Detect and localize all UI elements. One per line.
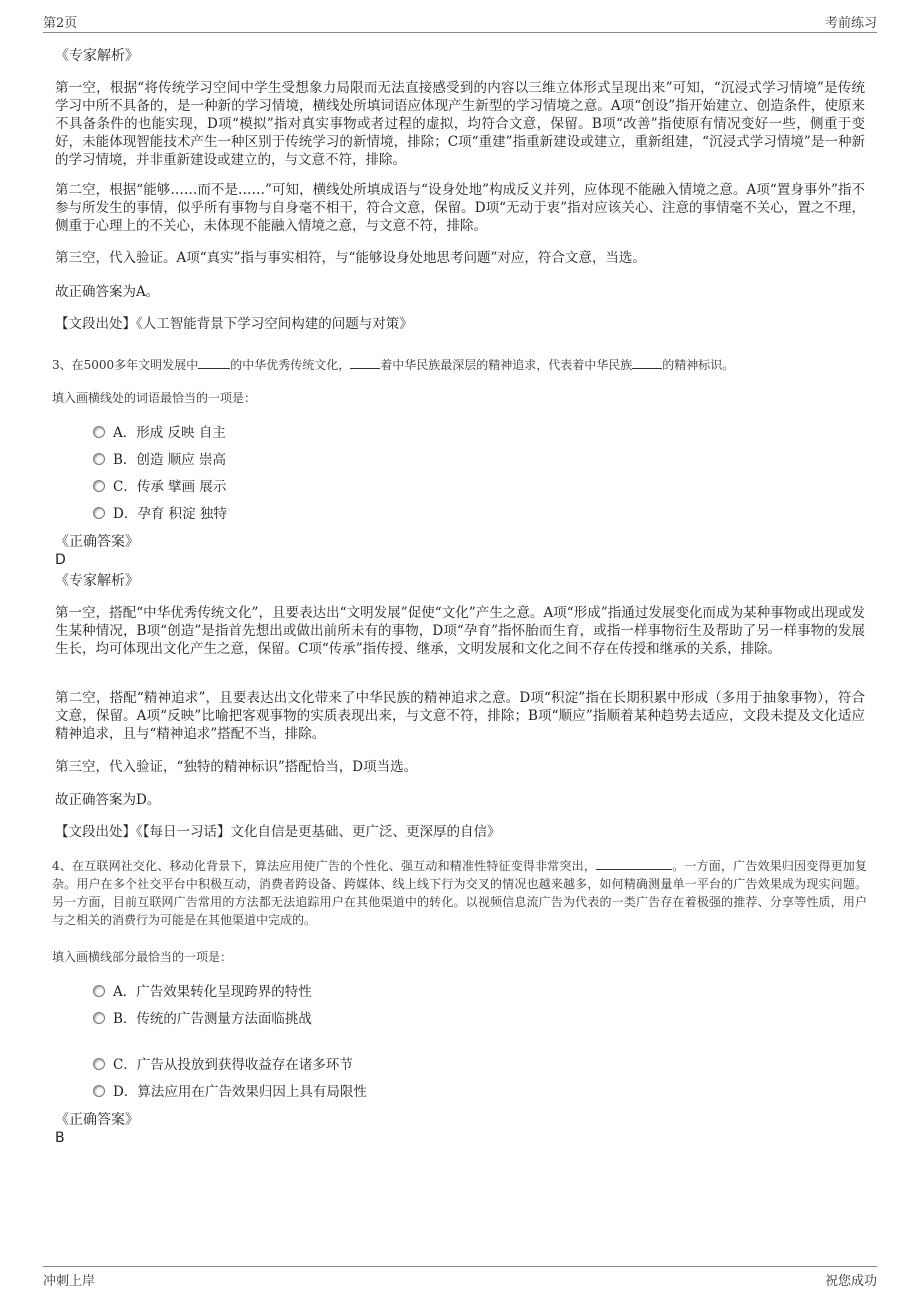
radio-icon[interactable] [93, 453, 105, 465]
radio-icon[interactable] [93, 480, 105, 492]
radio-icon[interactable] [93, 985, 105, 997]
page-number: 第2页 [43, 16, 78, 31]
q3-option-a-label: A．形成 反映 自主 [113, 425, 226, 441]
q2-analysis-p2: 第二空，根据“能够……而不是……”可知，横线处所填成语与“设身处地”构成反义并列，应体现不能融入情境之意。A项“置身事外”指不参与所发生的事情，似乎所有事物与自身毫不相干，符合文意，保留。D项“无动于衷”指对应该关心、注意的事情毫不关心，置之不理，侧重于心理上的不关心，未体现不能融入情境之意，与文意不符，排除。 [55, 182, 865, 234]
q3-source: 【文段出处】《【每日一习话】文化自信是更基础、更广泛、更深厚的自信》 [55, 824, 501, 840]
q3-analysis-label: 《专家解析》 [55, 573, 139, 589]
q2-source: 【文段出处】《人工智能背景下学习空间构建的问题与对策》 [55, 316, 413, 332]
q3-stem-part3: 着中华民族最深层的精神追求，代表着中华民族 [380, 358, 633, 372]
q4-option-d[interactable] [93, 1083, 367, 1101]
q3-option-b[interactable] [93, 451, 226, 469]
q4-option-b-label: B．传统的广告测量方法面临挑战 [113, 1011, 312, 1027]
q3-prompt: 填入画横线处的词语最恰当的一项是： [52, 391, 257, 405]
q3-option-a[interactable] [93, 424, 226, 442]
q3-blank-3 [632, 368, 662, 369]
q4-option-a[interactable] [93, 983, 312, 1001]
q4-prompt: 填入画横线部分最恰当的一项是： [52, 950, 233, 964]
q3-answer-label: 《正确答案》 [55, 534, 139, 550]
footer-right-text: 祝您成功 [824, 1274, 877, 1289]
radio-icon[interactable] [93, 1058, 105, 1070]
q4-option-c-label: C．广告从投放到获得收益存在诸多环节 [113, 1057, 353, 1073]
q3-stem [52, 356, 867, 374]
q2-analysis-p3: 第三空，代入验证。A项“真实”指与事实相符，与“能够设身处地思考问题”对应，符合文意，当选。 [55, 250, 646, 266]
q4-option-c[interactable] [93, 1056, 353, 1074]
q4-stem-part2: 。一方面，广告效果归因变得更加复杂。用户在多个社交平台中积极互动，消费者跨设备、跨媒体、线上线下行为交叉的情况也越来越多，如何精确测量单一平台的广告效果成为现实问题。另一方面，目前互联网广告常用的方法都无法追踪用户在其他渠道中的转化。以视频信息流广告为代表的一类广告存在着极强的推荐、分享等性质，用户与之相关的消费行为可能是在其他渠道中完成的。 [52, 859, 867, 927]
q4-option-a-label: A．广告效果转化呈现跨界的特性 [113, 984, 312, 1000]
radio-icon[interactable] [93, 426, 105, 438]
q3-option-d[interactable] [93, 505, 227, 523]
q3-blank-2 [350, 368, 380, 369]
radio-icon[interactable] [93, 507, 105, 519]
q2-analysis-p4: 故正确答案为A。 [55, 284, 160, 300]
footer-left-text: 冲刺上岸 [43, 1274, 96, 1289]
q3-stem-part1: 3、在5000多年文明发展中 [52, 358, 199, 372]
q3-option-d-label: D．孕育 积淀 独特 [113, 506, 227, 522]
q3-blank-1 [198, 368, 230, 369]
q4-stem-part1: 4、在互联网社交化、移动化背景下，算法应用使广告的个性化、强互动和精准性特征变得非常突出， [52, 859, 597, 873]
q3-answer: D [55, 552, 66, 568]
q4-blank [596, 869, 672, 870]
q3-stem-part2: 的中华优秀传统文化， [230, 358, 351, 372]
q4-answer-label: 《正确答案》 [55, 1112, 139, 1128]
q3-option-b-label: B．创造 顺应 崇高 [113, 452, 227, 468]
q4-option-d-label: D．算法应用在广告效果归因上具有局限性 [113, 1084, 367, 1100]
q3-option-c-label: C．传承 擘画 展示 [113, 479, 227, 495]
q3-analysis-p2: 第二空，搭配“精神追求”，且要表达出文化带来了中华民族的精神追求之意。D项“积淀”指在长期积累中形成（多用于抽象事物），符合文意，保留。A项“反映”比喻把客观事物的实质表现出来，与文意不符，排除；B项“顺应”指顺着某种趋势去适应，文段未提及文化适应精神追求，且与“精神追求”搭配不当，排除。 [55, 690, 865, 742]
q2-analysis-label: 《专家解析》 [55, 48, 139, 64]
q3-analysis-p4: 故正确答案为D。 [55, 792, 161, 808]
header-title: 考前练习 [824, 16, 877, 31]
q3-stem-part4: 的精神标识。 [662, 358, 735, 372]
q3-analysis-p3: 第三空，代入验证，“独特的精神标识”搭配恰当，D项当选。 [55, 759, 418, 775]
q3-analysis-p1: 第一空，搭配“中华优秀传统文化”，且要表达出“文明发展”促使“文化”产生之意。A项“形成”指通过发展变化而成为某种事物或出现或发生某种情况，B项“创造”是指首先想出或做出前所未有的事物，D项“孕育”指怀胎而生育，或指一样事物衍生及帮助了另一样事物的发展生长，均可体现出文化产生之意，保留。C项“传承”指传授、继承，文明发展和文化之间不存在传授和继承的关系，排除。 [55, 605, 865, 657]
radio-icon[interactable] [93, 1012, 105, 1024]
radio-icon[interactable] [93, 1085, 105, 1097]
q2-analysis-p1: 第一空，根据“将传统学习空间中学生受想象力局限而无法直接感受到的内容以三维立体形式呈现出来”可知，“沉浸式学习情境”是传统学习中所不具备的，是一种新的学习情境，横线处所填词语应体现产生新型的学习情境之意。A项“创设”指开始建立、创造条件，使原来不具备条件的也能实现，D项“模拟”指对真实事物或者过程的虚拟，均符合文意，保留。B项“改善”指使原有情况变好一些，侧重于变好，未能体现智能技术产生一种区别于传统学习的新情境，排除；C项“重建”指重新建设或建立，重新组建，“沉浸式学习情境”是一种新的学习情境，并非重新建设或建立的，与文意不符，排除。 [55, 80, 865, 168]
page-footer [43, 1266, 877, 1290]
q4-answer: B [55, 1130, 65, 1146]
page-header [43, 12, 877, 33]
q4-option-b[interactable] [93, 1010, 312, 1028]
q4-stem [52, 857, 867, 929]
q3-option-c[interactable] [93, 478, 226, 496]
